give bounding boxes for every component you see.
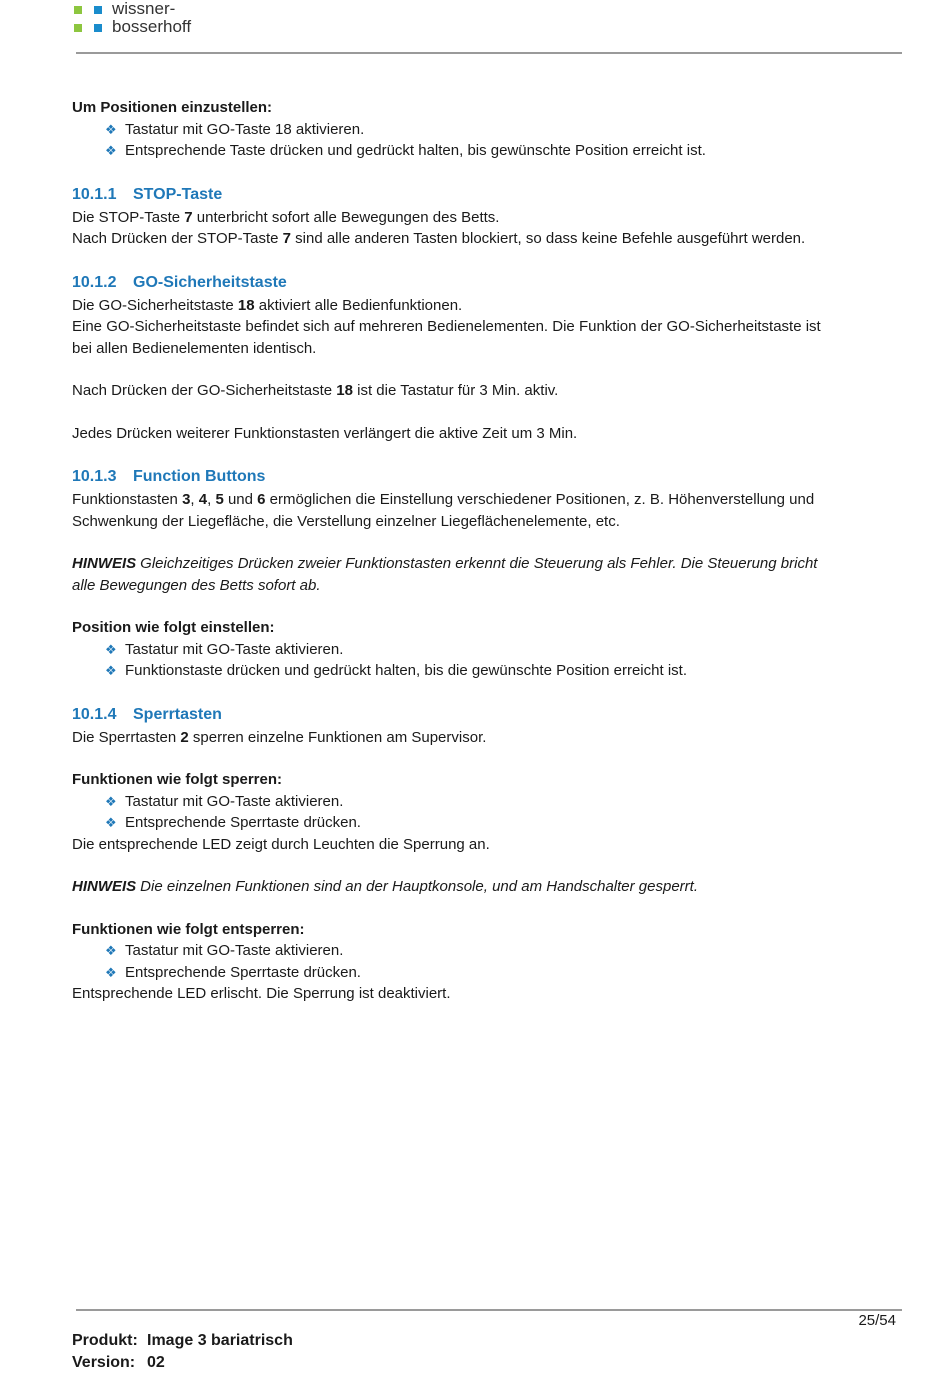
lock-paragraph-1: Die Sperrtasten 2 sperren einzelne Funktionen am Supervisor. [72,728,487,746]
logo-text-line2: bosserhoff [112,17,192,36]
function-paragraph-1: Funktionstasten 3, 4, 5 und 6 ermöglichen die Einstellung verschiedener Positionen, z. B. Höhenverstellung und [72,491,815,508]
go-paragraph-2-line-1: Eine GO-Sicherheitstaste befindet sich auf mehreren Bedienelementen. Die Funktion der GO-Sicherheitstaste ist [72,318,821,335]
list-item: ❖ Tastatur mit GO-Taste aktivieren. [72,639,872,661]
list-item: ❖ Entsprechende Sperrtaste drücken. [72,812,872,834]
list-item: ❖ Tastatur mit GO-Taste aktivieren. [72,940,872,962]
go-paragraph-4: Jedes Drücken weiterer Funktionstasten verlängert die aktive Zeit um 3 Min. [72,424,578,442]
footer-rule [76,1309,902,1311]
footer-product: Produkt: Image 3 bariatrisch [72,1332,293,1349]
list-item: ❖ Tastatur mit GO-Taste aktivieren. [72,791,872,813]
heading-lock: 10.1.4 Sperrtasten [72,705,222,723]
stop-paragraph-2: Nach Drücken der STOP-Taste 7 sind alle anderen Tasten blockiert, so dass keine Befehle ausgeführt werden. [72,230,806,247]
unlock-title: Funktionen wie folgt entsperren: [72,920,305,938]
go-paragraph-3: Nach Drücken der GO-Sicherheitstaste 18 ist die Tastatur für 3 Min. aktiv. [72,382,559,399]
page-number: 25/54 [858,1312,896,1329]
diamond-bullet-icon: ❖ [105,143,117,158]
note-label: HINWEIS [72,878,137,895]
list-item: ❖ Funktionstaste drücken und gedrückt halten, bis die gewünschte Position erreicht ist. [72,660,872,682]
logo-text-line1: wissner- [112,0,176,18]
diamond-bullet-icon: ❖ [105,815,117,830]
go-paragraph-2-line-2: bei allen Bedienelementen identisch. [72,339,317,357]
logo-square-blue-1 [94,6,102,14]
heading-stop: 10.1.1 STOP-Taste [72,185,223,203]
lock-title: Funktionen wie folgt sperren: [72,771,283,788]
heading-function: 10.1.3 Function Buttons [72,468,266,485]
function-set-title: Position wie folgt einstellen: [72,619,275,636]
logo-square-green-2 [74,24,82,32]
footer-version: Version: 02 [72,1354,165,1371]
diamond-bullet-icon: ❖ [105,964,117,980]
go-paragraph-1: Die GO-Sicherheitstaste 18 aktiviert alle Bedienfunktionen. [72,296,463,314]
footer-info [72,1330,293,1374]
list-item: ❖ Entsprechende Taste drücken und gedrückt halten, bis gewünschte Position erreicht ist. [72,140,872,162]
diamond-bullet-icon: ❖ [105,663,117,678]
diamond-bullet-icon: ❖ [105,793,117,809]
positions-intro-title: Um Positionen einzustellen: [72,99,273,116]
list-item: ❖ Entsprechende Sperrtaste drücken. [72,962,872,984]
lock-after: Die entsprechende LED zeigt durch Leuchten die Sperrung an. [72,835,490,853]
lock-note: HINWEIS Die einzelnen Funktionen sind an der Hauptkonsole, und am Handschalter gesperrt. [72,878,699,895]
heading-go: 10.1.2 GO-Sicherheitstaste [72,273,287,291]
company-logo [74,0,274,40]
logo-square-blue-2 [94,24,102,32]
stop-paragraph-1: Die STOP-Taste 7 unterbricht sofort alle Bewegungen des Betts. [72,208,500,226]
logo-square-green-1 [74,6,82,14]
unlock-after: Entsprechende LED erlischt. Die Sperrung ist deaktiviert. [72,985,451,1002]
function-paragraph-1-line-2: Schwenkung der Liegefläche, die Verstellung einzelner Liegeflächenelemente, etc. [72,512,620,530]
diamond-bullet-icon: ❖ [105,943,117,958]
diamond-bullet-icon: ❖ [105,121,117,137]
page-content [72,97,872,1005]
list-item: ❖ Tastatur mit GO-Taste 18 aktivieren. [72,119,872,141]
function-note-line-1: HINWEIS Gleichzeitiges Drücken zweier Funktionstasten erkennt die Steuerung als Fehler. Die Steuerung bricht [72,555,818,572]
header-rule [76,52,902,54]
function-note-line-2: alle Bewegungen des Betts sofort ab. [72,576,321,594]
diamond-bullet-icon: ❖ [105,641,117,657]
note-label: HINWEIS [72,555,137,572]
